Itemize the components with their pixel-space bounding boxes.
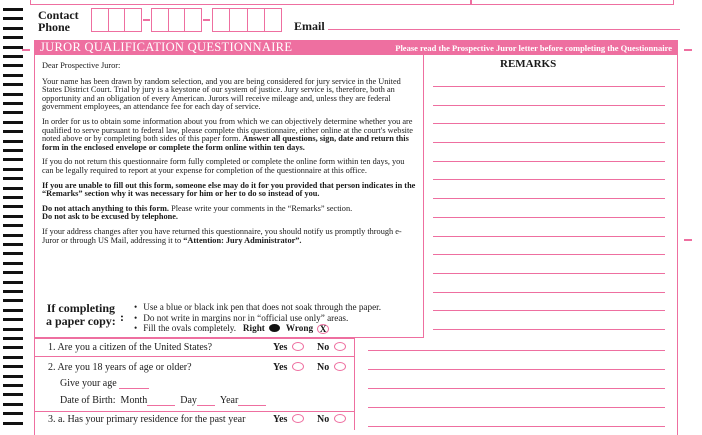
q3a-no-label: No — [317, 414, 330, 425]
letter-paragraph-6 — [42, 228, 418, 245]
timing-mark — [3, 196, 23, 199]
timing-mark — [3, 130, 23, 133]
timing-mark — [3, 36, 23, 39]
remarks-writing-line[interactable] — [433, 273, 665, 274]
q3a-yes-oval[interactable] — [292, 414, 304, 423]
timing-mark — [3, 74, 23, 77]
q1-yes[interactable] — [273, 342, 304, 353]
remarks-writing-line[interactable] — [433, 198, 665, 199]
letter-paragraph-3: If you do not return this questionnaire form fully completed or complete the online form within ten days, you can be legally required to report at your expense for completion of the questionnaire at this office. — [42, 157, 405, 175]
dob-month-input-line[interactable] — [147, 396, 175, 406]
q2-yes[interactable] — [273, 362, 304, 373]
email-input-line[interactable] — [328, 29, 680, 30]
remarks-writing-line[interactable] — [368, 369, 665, 370]
timing-mark — [3, 337, 23, 340]
instruction-fill-ovals: Fill the ovals completely. — [143, 323, 237, 333]
letter-paragraph-1: Your name has been drawn by random selection, and you are being considered for jury service in the United States District Court. Trial by jury is a keystone of our system of justice. Jury service is, therefore, both an opportunity and an obligation of every American. Jurors will receive mileage and, unless they are federal government employees, an attendance fee for each day of service. — [42, 76, 401, 112]
dob-day-label: Day — [180, 395, 197, 406]
timing-mark — [3, 290, 23, 293]
remarks-writing-line[interactable] — [368, 426, 665, 427]
phone-dash — [143, 19, 150, 21]
remarks-writing-line[interactable] — [433, 254, 665, 255]
timing-mark — [3, 299, 23, 302]
wrong-example-label: Wrong — [285, 323, 314, 333]
timing-mark — [3, 187, 23, 190]
remarks-writing-line[interactable] — [433, 142, 665, 143]
q3a-yes-label: Yes — [273, 414, 288, 425]
phone-dash — [203, 19, 210, 21]
timing-mark — [3, 83, 23, 86]
remarks-writing-line[interactable] — [433, 86, 665, 87]
timing-mark — [3, 64, 23, 67]
paper-heading-line1: If completing — [46, 301, 116, 315]
remarks-writing-line[interactable] — [368, 350, 665, 351]
margin-dash — [684, 239, 692, 241]
margin-dash — [684, 49, 692, 51]
questionnaire-banner — [34, 40, 678, 55]
question-divider — [34, 411, 354, 412]
timing-mark — [3, 318, 23, 321]
dob-row — [60, 395, 266, 406]
timing-mark — [3, 8, 23, 11]
q2-no[interactable] — [317, 362, 346, 373]
letter-p6-bold: “Attention: Jury Administrator”. — [183, 235, 302, 245]
timing-mark — [3, 140, 23, 143]
paper-heading-line2: a paper copy: — [46, 314, 116, 328]
remarks-writing-line[interactable] — [433, 310, 665, 311]
remarks-writing-line[interactable] — [433, 105, 665, 106]
timing-mark — [3, 158, 23, 161]
q2-yes-label: Yes — [273, 362, 288, 373]
timing-mark — [3, 234, 23, 237]
paper-copy-instructions — [134, 302, 381, 334]
age-input-line[interactable] — [119, 379, 149, 389]
q1-yes-label: Yes — [273, 342, 288, 353]
dob-label: Date of Birth: — [60, 395, 116, 406]
dob-day-input-line[interactable] — [197, 396, 215, 406]
contact-phone-label — [38, 9, 79, 33]
top-border — [30, 0, 674, 5]
letter-greeting: Dear Prospective Juror: — [42, 61, 121, 70]
q3a-no[interactable] — [317, 414, 346, 425]
margin-dash — [22, 49, 30, 51]
filled-oval-icon — [269, 324, 280, 332]
remarks-writing-line[interactable] — [433, 161, 665, 162]
timing-mark — [3, 111, 23, 114]
timing-mark — [3, 149, 23, 152]
timing-mark — [3, 393, 23, 396]
instruction-item — [134, 323, 381, 334]
dob-year-input-line[interactable] — [238, 396, 266, 406]
letter-paragraph-5 — [42, 205, 418, 222]
timing-mark — [3, 205, 23, 208]
phone-line-number-boxes[interactable] — [212, 8, 282, 32]
prospective-juror-letter — [42, 62, 418, 251]
timing-mark — [3, 309, 23, 312]
timing-mark — [3, 27, 23, 30]
age-label: Give your age — [60, 378, 117, 389]
letter-paragraph-4 — [42, 182, 418, 199]
question-2: 2. Are you 18 years of age or older? — [48, 362, 192, 373]
timing-mark — [3, 177, 23, 180]
question-column-divider — [354, 338, 355, 430]
dob-year-label: Year — [219, 395, 239, 406]
timing-mark — [3, 262, 23, 265]
timing-mark — [3, 365, 23, 368]
timing-mark — [3, 215, 23, 218]
timing-mark — [3, 102, 23, 105]
q2-yes-oval[interactable] — [292, 362, 304, 371]
banner-note: Please read the Prospective Juror letter before completing the Questionnaire — [395, 42, 672, 53]
q1-no-label: No — [317, 342, 330, 353]
instruction-item: • Use a blue or black ink pen that does not soak through the paper. — [134, 302, 381, 313]
q3a-yes[interactable] — [273, 414, 304, 425]
question-1: 1. Are you a citizen of the United States? — [48, 342, 213, 353]
letter-p5-text: Please write your comments in the “Remarks” section. — [169, 203, 353, 213]
timing-mark — [3, 168, 23, 171]
remarks-writing-line[interactable] — [433, 292, 665, 293]
q2-no-label: No — [317, 362, 330, 373]
letter-p2-text: In order for us to obtain some information about you from which we can objectively determine whether you are qualified to serve pursuant to federal law, please complete this questionnaire, either online at the court's website noted above or by completing both sides of this paper form. — [42, 116, 413, 144]
timing-mark — [3, 384, 23, 387]
timing-mark — [3, 46, 23, 49]
age-row — [60, 378, 149, 389]
remarks-writing-line[interactable] — [433, 329, 665, 330]
timing-mark — [3, 412, 23, 415]
q3a-no-oval[interactable] — [334, 414, 346, 423]
timing-mark — [3, 243, 23, 246]
timing-mark — [3, 271, 23, 274]
remarks-writing-line[interactable] — [368, 407, 665, 408]
letter-p4-bold: If you are unable to fill out this form, someone else may do it for you provided that person indicates in the “Remarks” section why it was necessary for him or her to do so instead of you. — [42, 180, 416, 199]
letter-paragraph-2 — [42, 118, 418, 152]
crossed-oval-icon: X — [317, 324, 329, 334]
phone-area-code-boxes[interactable] — [91, 8, 142, 32]
email-label: Email — [294, 19, 325, 33]
remarks-writing-line[interactable] — [368, 388, 665, 389]
timing-mark — [3, 375, 23, 378]
remarks-writing-line[interactable] — [433, 123, 665, 124]
timing-mark — [3, 121, 23, 124]
timing-marks — [0, 0, 24, 430]
letter-p5-bold2: Do not ask to be excused by telephone. — [42, 212, 178, 222]
contact-label-line1: Contact — [38, 8, 79, 22]
instruction-item: • Do not write in margins nor in “official use only” areas. — [134, 313, 381, 324]
question-divider — [34, 356, 354, 357]
letter-p5-bold: Do not attach anything to this form. — [42, 203, 169, 213]
timing-mark — [3, 17, 23, 20]
q1-yes-oval[interactable] — [292, 342, 304, 351]
letter-p2-bold: Answer all questions, sign, date and return this form in the enclosed envelope or complete the form online within ten days. — [42, 134, 409, 152]
right-example-label: Right — [242, 323, 265, 333]
remarks-writing-line[interactable] — [433, 179, 665, 180]
timing-mark — [3, 93, 23, 96]
timing-mark — [3, 356, 23, 359]
remarks-title: REMARKS — [500, 58, 557, 70]
timing-mark — [3, 422, 23, 425]
timing-mark — [3, 224, 23, 227]
paper-copy-colon: : — [120, 310, 124, 324]
dob-month-label: Month — [120, 395, 148, 406]
phone-prefix-boxes[interactable] — [151, 8, 202, 32]
timing-mark — [3, 281, 23, 284]
question-3a: 3. a. Has your primary residence for the past year — [48, 414, 246, 425]
timing-mark — [3, 346, 23, 349]
timing-mark — [3, 55, 23, 58]
timing-mark — [3, 403, 23, 406]
timing-mark — [3, 328, 23, 331]
contact-label-line2: Phone — [38, 20, 71, 34]
remarks-writing-line[interactable] — [433, 217, 665, 218]
remarks-writing-line[interactable] — [433, 236, 665, 237]
question-divider — [34, 338, 354, 339]
letter-p6-text: If your address changes after you have returned this questionnaire, you should notify us promptly through e-Juror or through US Mail, addressing it to — [42, 226, 402, 245]
banner-title: JUROR QUALIFICATION QUESTIONNAIRE — [40, 40, 293, 54]
timing-mark — [3, 252, 23, 255]
paper-copy-heading — [46, 302, 116, 328]
q1-no-oval[interactable] — [334, 342, 346, 351]
q1-no[interactable] — [317, 342, 346, 353]
top-border-divider — [470, 0, 472, 5]
q2-no-oval[interactable] — [334, 362, 346, 371]
